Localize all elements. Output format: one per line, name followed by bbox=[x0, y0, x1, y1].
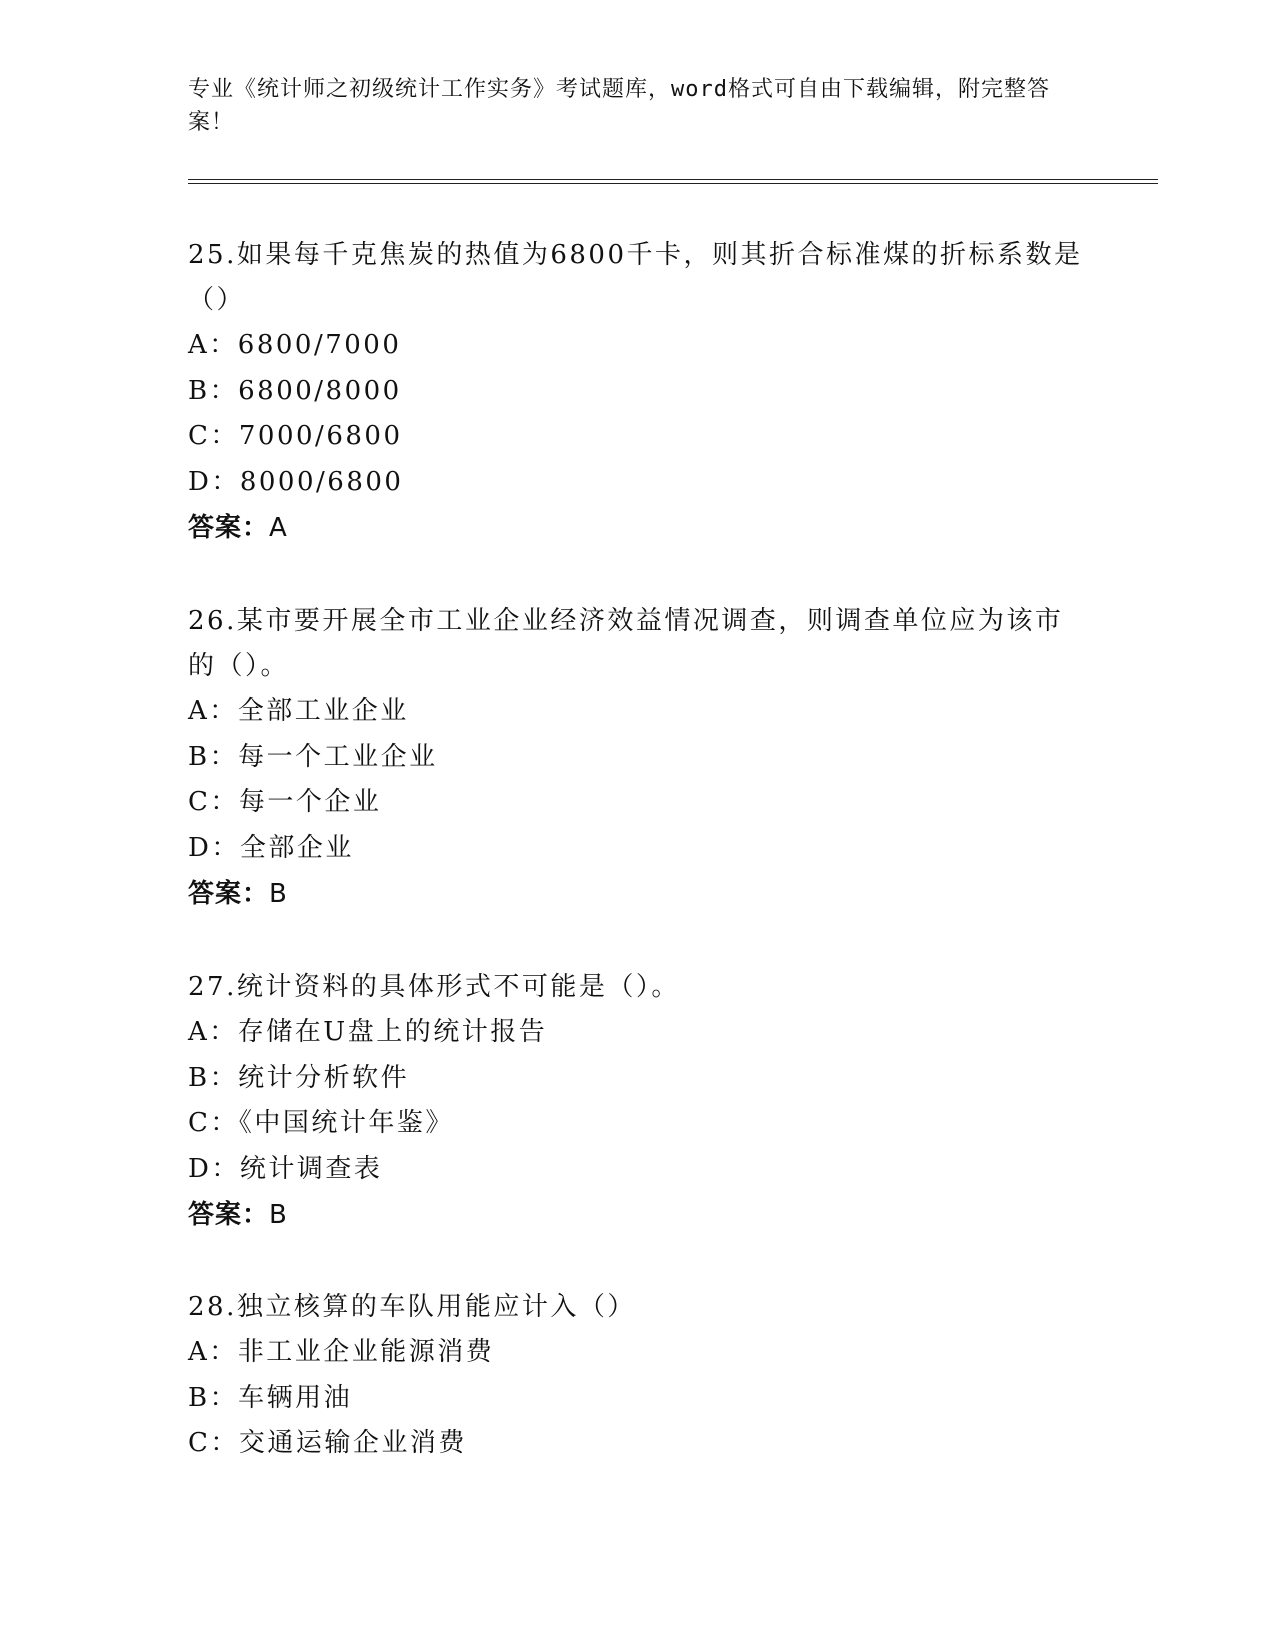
answer-line bbox=[188, 505, 1088, 551]
option-c: C：《中国统计年鉴》 bbox=[188, 1108, 454, 1138]
option-b: B：6800/8000 bbox=[188, 375, 402, 406]
option-d: D：统计调查表 bbox=[188, 1153, 383, 1184]
option-d: D：全部企业 bbox=[188, 832, 354, 863]
question-text: 26.某市要开展全市工业企业经济效益情况调查，则调查单位应为该市的（）。 bbox=[188, 606, 1064, 681]
question-26 bbox=[188, 599, 1088, 917]
option-b: B：每一个工业企业 bbox=[188, 741, 438, 772]
answer-label: 答案： bbox=[188, 1200, 270, 1230]
option-a: A：非工业企业能源消费 bbox=[188, 1337, 495, 1367]
document-header: 专业《统计师之初级统计工作实务》考试题库，word格式可自由下载编辑，附完整答案！ bbox=[188, 77, 1050, 135]
question-text: 25.如果每千克焦炭的热值为6800千卡，则其折合标准煤的折标系数是（） bbox=[188, 240, 1083, 315]
answer-value: B bbox=[269, 879, 288, 909]
question-27 bbox=[188, 965, 1088, 1238]
option-b: B：统计分析软件 bbox=[188, 1062, 410, 1093]
option-c: C：每一个企业 bbox=[188, 787, 382, 817]
answer-label: 答案： bbox=[188, 513, 270, 543]
answer-value: B bbox=[269, 1200, 288, 1230]
option-a: A：存储在U盘上的统计报告 bbox=[188, 1017, 548, 1047]
answer-line bbox=[188, 871, 1088, 917]
option-a: A：全部工业企业 bbox=[188, 696, 409, 726]
answer-value: A bbox=[269, 513, 288, 543]
header-divider-bottom bbox=[188, 183, 1158, 184]
option-b: B：车辆用油 bbox=[188, 1382, 353, 1413]
option-d: D：8000/6800 bbox=[188, 466, 404, 497]
option-a: A：6800/7000 bbox=[188, 330, 402, 360]
question-25 bbox=[188, 233, 1088, 551]
answer-label: 答案： bbox=[188, 879, 270, 909]
question-text: 28.独立核算的车队用能应计入（） bbox=[188, 1292, 636, 1322]
header-divider-top bbox=[188, 179, 1158, 180]
question-text: 27.统计资料的具体形式不可能是（）。 bbox=[188, 972, 680, 1002]
option-c: C：7000/6800 bbox=[188, 421, 403, 451]
answer-line bbox=[188, 1192, 1088, 1238]
option-c: C：交通运输企业消费 bbox=[188, 1428, 467, 1458]
question-28 bbox=[188, 1285, 1088, 1467]
